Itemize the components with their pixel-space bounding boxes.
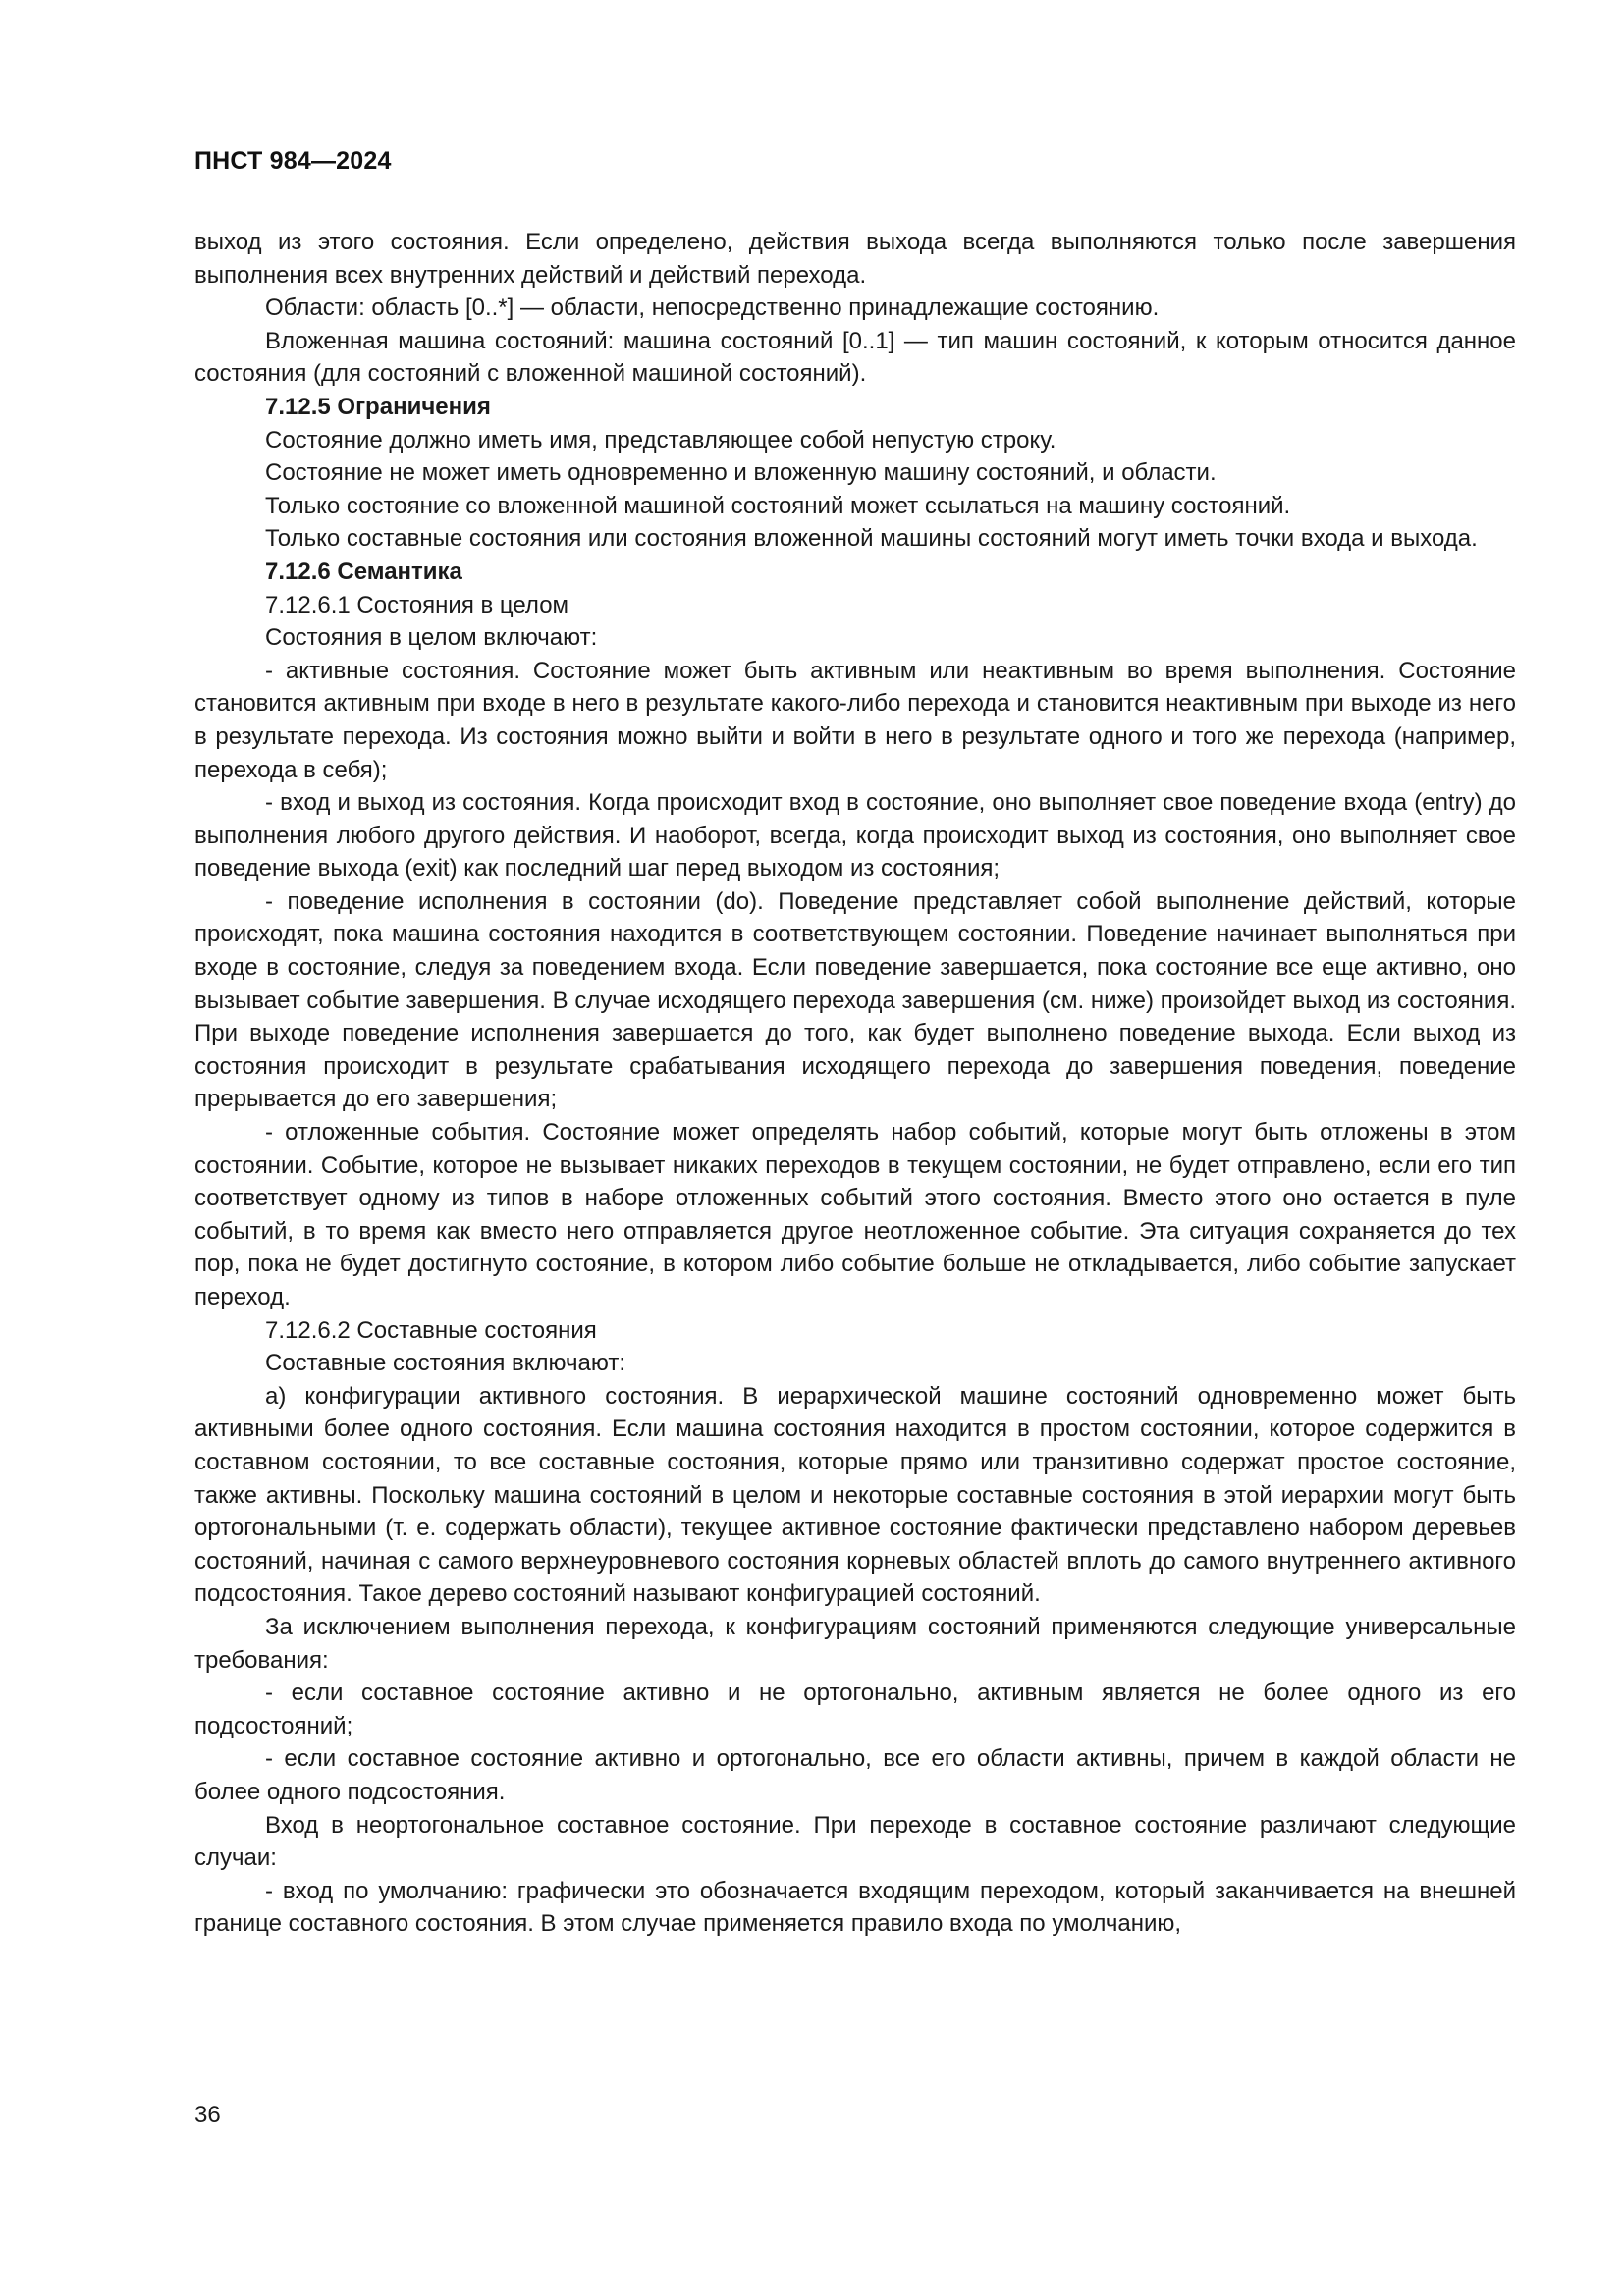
paragraph: выход из этого состояния. Если определено, действия выхода всегда выполняются только после завершения выполнения всех внутренних действий и действий перехода.	[194, 229, 1516, 289]
paragraph: Области: область [0..*] — области, непосредственно принадлежащие состоянию.	[265, 294, 1160, 322]
subsection-title: 7.12.6.2 Составные состояния	[265, 1316, 597, 1344]
list-item: - отложенные события. Состояние может определять набор событий, которые могут быть отложены в этом состоянии. Событие, которое не вызывает никаких переходов в текущем состоянии, не будет отправлено, если его тип соответствует одному из типов в наборе отложенных событий этого состояния. Вместо этого оно остается в пуле событий, в то время как вместо него отправляется другое неотложенное событие. Эта ситуация сохраняется до тех пор, пока не будет достигнуто состояние, в котором либо событие больше не откладывается, либо событие запускает переход.	[194, 1119, 1516, 1310]
list-item: - если составное состояние активно и ортогонально, все его области активны, причем в каждой области не более одного подсостояния.	[194, 1745, 1516, 1805]
list-item: - вход по умолчанию: графически это обозначается входящим переходом, который заканчивается на внешней границе составного состояния. В этом случае применяется правило входа по умолчанию,	[194, 1877, 1516, 1938]
paragraph: Только состояние со вложенной машиной состояний может ссылаться на машину состояний.	[265, 492, 1291, 519]
document-body	[194, 226, 1516, 1941]
list-item: - вход и выход из состояния. Когда происходит вход в состояние, оно выполняет свое поведение входа (entry) до выполнения любого другого действия. И наоборот, всегда, когда происходит выход из состояния, оно выполняет свое поведение выхода (exit) как последний шаг перед выходом из состояния;	[194, 789, 1516, 882]
paragraph: Только составные состояния или состояния вложенной машины состояний могут иметь точки входа и выхода.	[265, 525, 1478, 553]
paragraph: Вход в неортогональное составное состояние. При переходе в составное состояние различают следующие случаи:	[194, 1811, 1516, 1872]
paragraph: Состояние не может иметь одновременно и вложенную машину состояний, и области.	[265, 459, 1217, 487]
list-item: - если составное состояние активно и не ортогонально, активным является не более одного из его подсостояний;	[194, 1680, 1516, 1739]
paragraph: За исключением выполнения перехода, к конфигурациям состояний применяются следующие универсальные требования:	[194, 1613, 1516, 1674]
page-number: 36	[194, 2102, 221, 2128]
list-item: - активные состояния. Состояние может быть активным или неактивным во время выполнения. Состояние становится активным при входе в него в результате какого-либо перехода и становится неактивным при выходе из него в результате перехода. Из состояния можно выйти и войти в него в результате одного и того же перехода (например, перехода в себя);	[194, 657, 1516, 783]
list-item: а) конфигурации активного состояния. В иерархической машине состояний одновременно может быть активными более одного состояния. Если машина состояния находится в простом состоянии, которое содержится в составном состоянии, то все составные состояния, которые прямо или транзитивно содержат простое состояние, также активны. Поскольку машина состояний в целом и некоторые составные состояния в этой иерархии могут быть ортогональными (т. е. содержать области), текущее активное состояние фактически представлено набором деревьев состояний, начиная с самого верхнеуровневого состояния корневых областей вплоть до самого внутреннего активного подсостояния. Такое дерево состояний называют конфигурацией состояний.	[194, 1382, 1516, 1608]
section-heading: 7.12.6 Семантика	[265, 558, 462, 585]
paragraph: Состояние должно иметь имя, представляющее собой непустую строку.	[265, 426, 1056, 454]
subsection-title: 7.12.6.1 Состояния в целом	[265, 591, 569, 618]
section-heading: 7.12.5 Ограничения	[265, 393, 491, 420]
paragraph: Состояния в целом включают:	[265, 624, 598, 652]
document-header: ПНСТ 984—2024	[194, 147, 392, 175]
list-item: - поведение исполнения в состоянии (do). Поведение представляет собой выполнение действий, которые происходят, пока машина состояния находится в соответствующем состоянии. Поведение начинает выполняться при входе в состояние, следуя за поведением входа. Если поведение завершается, пока состояние все еще активно, оно вызывает событие завершения. В случае исходящего перехода завершения (см. ниже) произойдет выход из состояния. При выходе поведение исполнения завершается до того, как будет выполнено поведение выхода. Если выход из состояния происходит в результате срабатывания исходящего перехода до завершения поведения, поведение прерывается до его завершения;	[194, 887, 1516, 1113]
paragraph: Вложенная машина состояний: машина состояний [0..1] — тип машин состояний, к которым относится данное состояния (для состояний с вложенной машиной состояний).	[194, 327, 1516, 388]
paragraph: Составные состояния включают:	[265, 1350, 626, 1377]
